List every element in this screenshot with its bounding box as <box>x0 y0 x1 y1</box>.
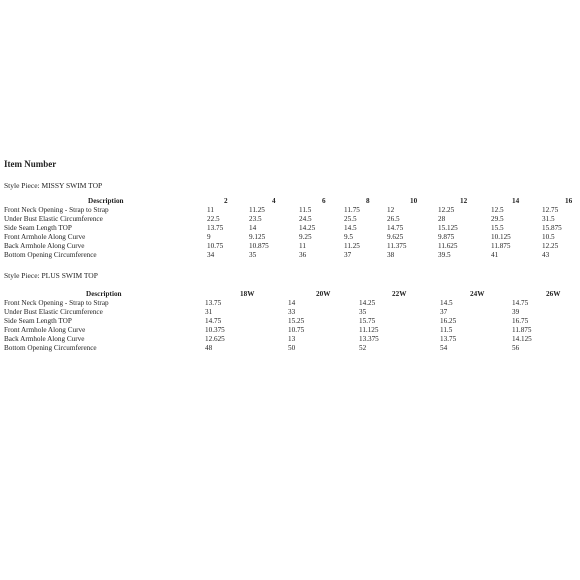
plus-header-size-20w: 20W <box>316 290 331 298</box>
missy-cell: 12.25 <box>542 242 559 250</box>
missy-cell: 35 <box>249 251 257 259</box>
plus-cell-description: Front Neck Opening - Strap to Strap <box>4 299 109 307</box>
missy-cell: 24.5 <box>299 215 312 223</box>
plus-cell: 14.125 <box>512 335 532 343</box>
missy-cell: 12 <box>387 206 395 214</box>
missy-cell: 11.25 <box>344 242 360 250</box>
missy-cell: 9.5 <box>344 233 353 241</box>
missy-cell: 11 <box>207 206 214 214</box>
plus-header-size-22w: 22W <box>392 290 407 298</box>
missy-cell: 13.75 <box>207 224 224 232</box>
missy-cell: 9 <box>207 233 211 241</box>
missy-cell: 11.25 <box>249 206 265 214</box>
missy-cell: 12.25 <box>438 206 455 214</box>
plus-cell: 14.75 <box>512 299 529 307</box>
plus-cell: 15.75 <box>359 317 376 325</box>
plus-cell-description: Bottom Opening Circumference <box>4 344 97 352</box>
plus-header-description: Description <box>86 290 122 298</box>
missy-header-description: Description <box>88 197 124 205</box>
missy-cell-description: Bottom Opening Circumference <box>4 251 97 259</box>
missy-cell: 29.5 <box>491 215 504 223</box>
plus-cell: 48 <box>205 344 213 352</box>
plus-cell-description: Back Armhole Along Curve <box>4 335 85 343</box>
plus-cell: 10.375 <box>205 326 225 334</box>
plus-header-size-18w: 18W <box>240 290 255 298</box>
plus-cell: 15.25 <box>288 317 305 325</box>
plus-cell: 35 <box>359 308 367 316</box>
missy-cell: 25.5 <box>344 215 357 223</box>
plus-row <box>4 326 576 335</box>
missy-cell: 15.5 <box>491 224 504 232</box>
missy-header-size-16: 16 <box>565 197 573 205</box>
missy-cell: 9.25 <box>299 233 312 241</box>
plus-row <box>4 317 576 326</box>
missy-cell: 10.75 <box>207 242 224 250</box>
plus-row <box>4 335 576 344</box>
missy-cell: 14 <box>249 224 257 232</box>
missy-cell: 37 <box>344 251 352 259</box>
plus-cell-description: Front Armhole Along Curve <box>4 326 86 334</box>
plus-cell: 10.75 <box>288 326 305 334</box>
missy-cell: 14.25 <box>299 224 316 232</box>
missy-cell: 34 <box>207 251 215 259</box>
missy-header-size-14: 14 <box>512 197 520 205</box>
missy-cell: 28 <box>438 215 446 223</box>
plus-cell: 37 <box>440 308 448 316</box>
plus-row <box>4 299 576 308</box>
missy-cell: 11 <box>299 242 306 250</box>
plus-cell-description: Under Bust Elastic Circumference <box>4 308 103 316</box>
missy-cell: 36 <box>299 251 307 259</box>
missy-cell-description: Back Armhole Along Curve <box>4 242 85 250</box>
plus-header-size-24w: 24W <box>470 290 485 298</box>
plus-cell: 11.125 <box>359 326 379 334</box>
missy-cell-description: Under Bust Elastic Circumference <box>4 215 103 223</box>
plus-cell: 50 <box>288 344 296 352</box>
plus-header-size-26w: 26W <box>546 290 561 298</box>
missy-header-row <box>4 197 576 206</box>
missy-style-piece-label: Style Piece: MISSY SWIM TOP <box>4 181 103 190</box>
missy-cell: 12.75 <box>542 206 559 214</box>
plus-cell: 52 <box>359 344 367 352</box>
missy-cell: 11.875 <box>491 242 511 250</box>
missy-row <box>4 224 576 233</box>
missy-cell: 15.125 <box>438 224 458 232</box>
plus-cell: 12.625 <box>205 335 225 343</box>
plus-cell: 16.25 <box>440 317 457 325</box>
plus-cell: 13.75 <box>440 335 457 343</box>
plus-cell-description: Side Seam Length TOP <box>4 317 72 325</box>
plus-size-table <box>4 290 576 353</box>
plus-cell: 14.5 <box>440 299 453 307</box>
missy-cell: 11.75 <box>344 206 360 214</box>
missy-row <box>4 251 576 260</box>
plus-cell: 14 <box>288 299 296 307</box>
plus-style-piece-label: Style Piece: PLUS SWIM TOP <box>4 271 98 280</box>
missy-cell: 9.625 <box>387 233 404 241</box>
missy-cell: 10.125 <box>491 233 511 241</box>
missy-cell: 11.625 <box>438 242 458 250</box>
plus-cell: 16.75 <box>512 317 529 325</box>
missy-row <box>4 242 576 251</box>
missy-cell: 43 <box>542 251 550 259</box>
plus-cell: 31 <box>205 308 213 316</box>
missy-size-table <box>4 197 576 260</box>
missy-cell: 9.125 <box>249 233 266 241</box>
missy-cell: 22.5 <box>207 215 220 223</box>
missy-cell-description: Front Armhole Along Curve <box>4 233 86 241</box>
plus-row <box>4 344 576 353</box>
plus-cell: 39 <box>512 308 520 316</box>
missy-header-size-4: 4 <box>272 197 276 205</box>
missy-cell: 31.5 <box>542 215 555 223</box>
document-title: Item Number <box>4 159 57 169</box>
missy-cell: 11.375 <box>387 242 407 250</box>
missy-cell: 11.5 <box>299 206 312 214</box>
missy-cell: 15.875 <box>542 224 562 232</box>
plus-row <box>4 308 576 317</box>
plus-header-row <box>4 290 576 299</box>
missy-header-size-8: 8 <box>366 197 370 205</box>
missy-cell: 39.5 <box>438 251 451 259</box>
plus-cell: 13.75 <box>205 299 222 307</box>
missy-row <box>4 206 576 215</box>
missy-row <box>4 215 576 224</box>
missy-cell: 12.5 <box>491 206 504 214</box>
plus-cell: 14.25 <box>359 299 376 307</box>
missy-cell: 10.875 <box>249 242 269 250</box>
plus-cell: 56 <box>512 344 520 352</box>
plus-cell: 13 <box>288 335 296 343</box>
plus-cell: 14.75 <box>205 317 222 325</box>
missy-cell: 23.5 <box>249 215 262 223</box>
missy-cell: 14.5 <box>344 224 357 232</box>
missy-cell-description: Front Neck Opening - Strap to Strap <box>4 206 109 214</box>
missy-cell: 14.75 <box>387 224 404 232</box>
plus-cell: 13.375 <box>359 335 379 343</box>
plus-cell: 11.875 <box>512 326 532 334</box>
plus-cell: 33 <box>288 308 296 316</box>
missy-cell-description: Side Seam Length TOP <box>4 224 72 232</box>
missy-cell: 10.5 <box>542 233 555 241</box>
missy-cell: 9.875 <box>438 233 455 241</box>
missy-row <box>4 233 576 242</box>
missy-cell: 41 <box>491 251 499 259</box>
missy-cell: 38 <box>387 251 395 259</box>
plus-cell: 54 <box>440 344 448 352</box>
missy-header-size-2: 2 <box>224 197 228 205</box>
missy-header-size-12: 12 <box>460 197 468 205</box>
plus-cell: 11.5 <box>440 326 453 334</box>
missy-header-size-6: 6 <box>322 197 326 205</box>
missy-header-size-10: 10 <box>410 197 418 205</box>
missy-cell: 26.5 <box>387 215 400 223</box>
